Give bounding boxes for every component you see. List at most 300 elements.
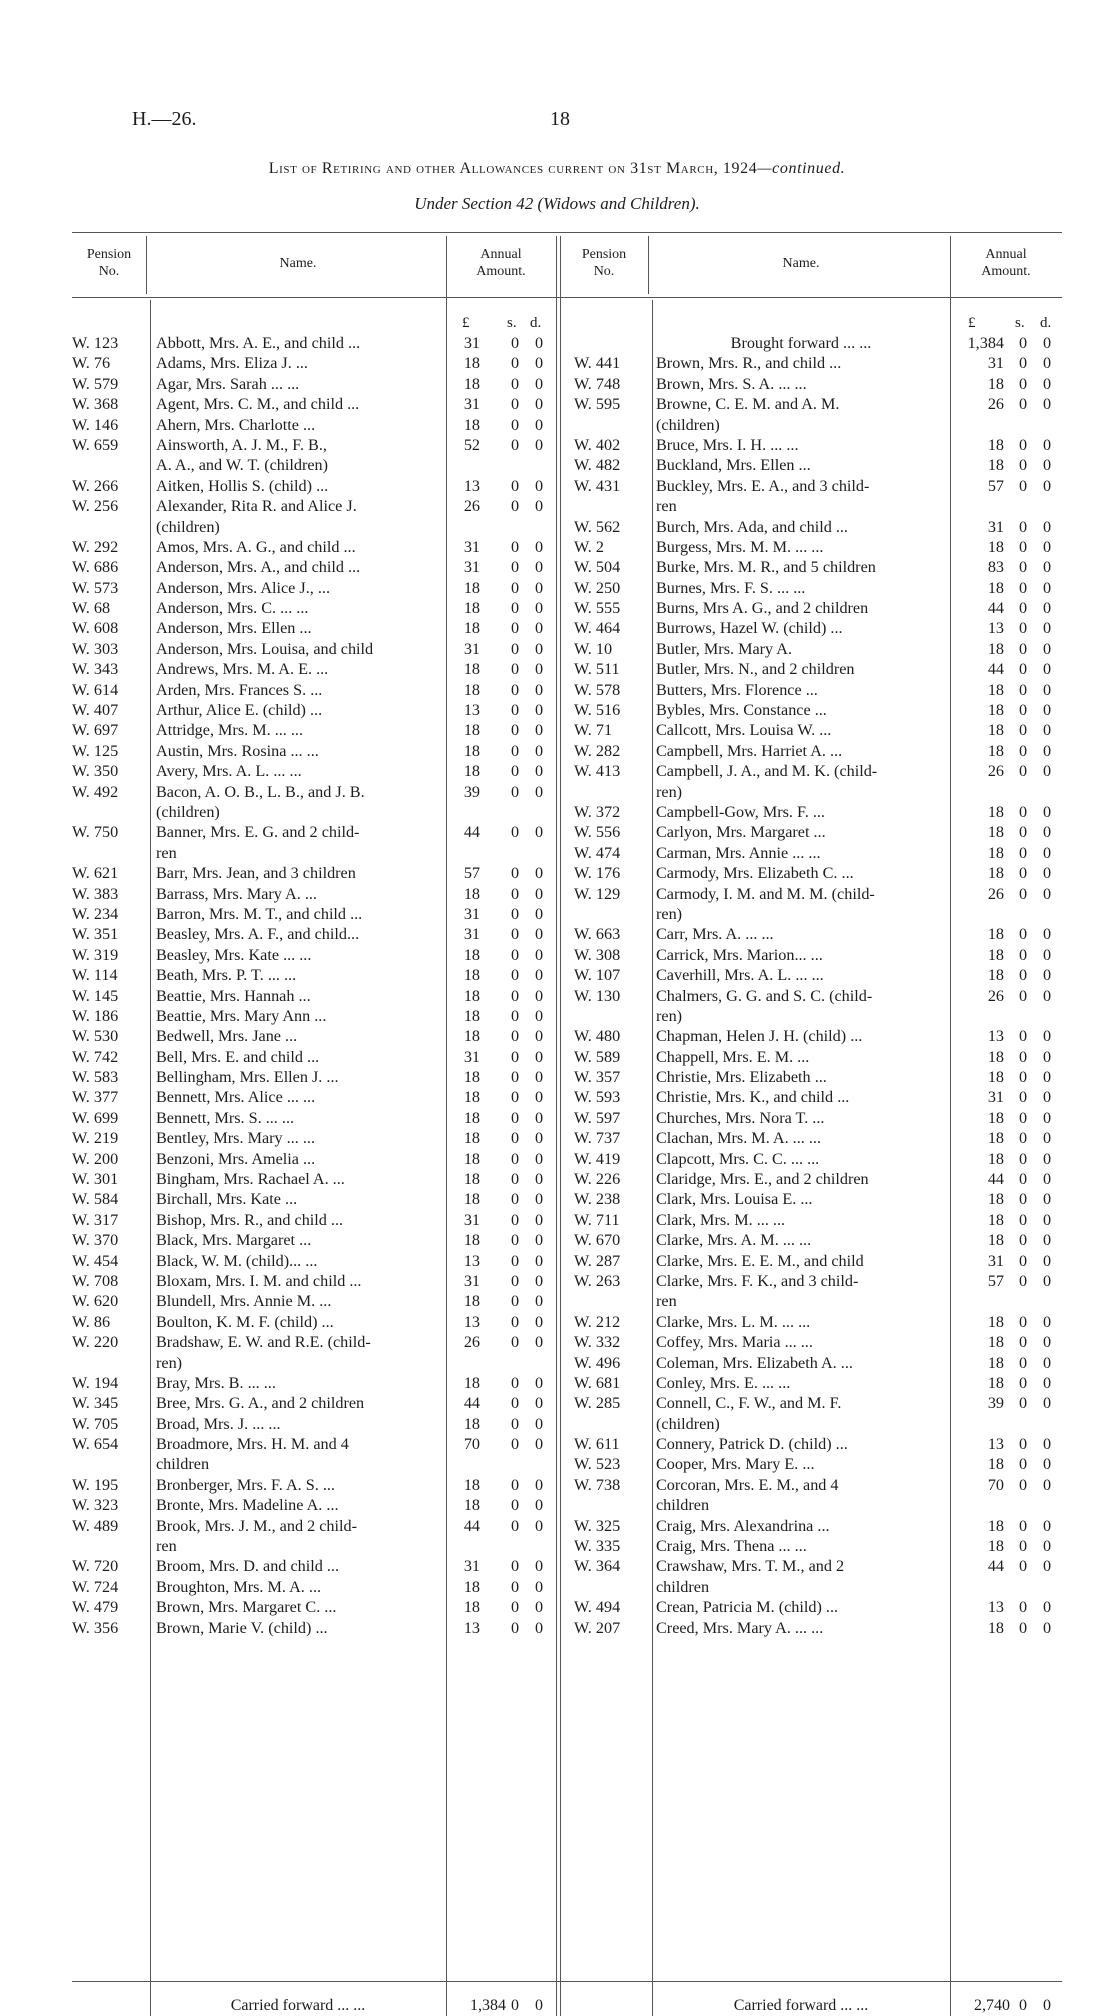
amount-shillings: 0 — [1018, 1068, 1028, 1087]
amount-shillings: 0 — [510, 1435, 520, 1454]
entry-name: Brown, Mrs. R., and child ... — [656, 354, 842, 373]
amount-pounds: 18 — [463, 884, 480, 903]
entry-name: Black, W. M. (child)... ... — [156, 1251, 318, 1270]
amount-shillings: 0 — [1018, 1129, 1028, 1148]
pension-number: W. 323 — [72, 1496, 119, 1515]
col-header-line: Pension — [581, 247, 627, 262]
amount-pence: 0 — [1042, 1516, 1052, 1535]
pension-number: W. 562 — [574, 517, 621, 536]
table-row — [72, 1189, 556, 1209]
amount-pounds: 18 — [987, 1333, 1004, 1352]
pension-number: W. 659 — [72, 435, 119, 454]
table-row — [574, 1475, 1062, 1495]
amount-pence: 0 — [1042, 680, 1052, 699]
table-row — [574, 639, 1062, 659]
table-row — [72, 1495, 556, 1515]
table-row — [72, 720, 556, 740]
amount-pounds: 44 — [987, 1170, 1004, 1189]
amount-pence: 0 — [534, 1231, 544, 1250]
pension-number: W. 464 — [574, 619, 621, 638]
pension-number: W. 492 — [72, 782, 119, 801]
amount-shillings: 0 — [510, 415, 520, 434]
amount-pence: 0 — [534, 639, 544, 658]
entry-name: ren) — [656, 1006, 683, 1025]
amount-shillings: 0 — [510, 1618, 520, 1637]
pence-symbol: d. — [1040, 315, 1052, 331]
table-row — [72, 1291, 556, 1311]
entry-name: Boulton, K. M. F. (child) ... — [156, 1312, 334, 1331]
table-row — [574, 353, 1062, 373]
table-row — [574, 598, 1062, 618]
amount-shillings: 0 — [1018, 435, 1028, 454]
table-row — [72, 700, 556, 720]
amount-shillings: 0 — [1018, 1271, 1028, 1290]
table-row — [72, 1475, 556, 1495]
pension-number: W. 292 — [72, 537, 119, 556]
amount-shillings: 0 — [1018, 476, 1028, 495]
pension-number: W. 76 — [72, 354, 111, 373]
amount-pounds: 13 — [987, 1027, 1004, 1046]
amount-pounds: 18 — [463, 1006, 480, 1025]
title-continued: —continued. — [757, 160, 846, 177]
table-row — [574, 557, 1062, 577]
amount-shillings: 0 — [510, 497, 520, 516]
amount-pounds: 18 — [987, 1455, 1004, 1474]
amount-pence: 0 — [534, 497, 544, 516]
amount-pence: 0 — [534, 537, 544, 556]
col-header-amount — [446, 246, 556, 280]
amount-pence: 0 — [534, 354, 544, 373]
amount-shillings: 0 — [510, 966, 520, 985]
table-row — [574, 415, 1062, 435]
table-row — [574, 537, 1062, 557]
amount-pounds: 13 — [987, 1598, 1004, 1617]
amount-pounds: 18 — [987, 435, 1004, 454]
amount-shillings: 0 — [1018, 1027, 1028, 1046]
table-row — [574, 1189, 1062, 1209]
entry-name: Blundell, Mrs. Annie M. ... — [156, 1292, 332, 1311]
table-top-rule — [72, 232, 1062, 233]
amount-pounds: 44 — [463, 823, 480, 842]
amount-shillings: 0 — [1018, 456, 1028, 475]
amount-shillings: 0 — [1018, 986, 1028, 1005]
amount-pounds: 18 — [987, 864, 1004, 883]
table-row — [574, 1251, 1062, 1271]
amount-pence: 0 — [534, 701, 544, 720]
amount-pounds: 18 — [463, 1129, 480, 1148]
amount-pounds: 13 — [987, 1435, 1004, 1454]
entry-name: Clachan, Mrs. M. A. ... ... — [656, 1129, 822, 1148]
amount-pounds: 18 — [463, 762, 480, 781]
table-row — [72, 1373, 556, 1393]
entry-name: Agent, Mrs. C. M., and child ... — [156, 395, 360, 414]
col-header-line: Amount. — [476, 264, 526, 279]
amount-shillings: 0 — [510, 1333, 520, 1352]
col-header-line: Pension — [86, 247, 132, 262]
table-row — [72, 333, 556, 353]
amount-shillings: 0 — [510, 762, 520, 781]
pension-number: W. 266 — [72, 476, 119, 495]
page-number: 18 — [550, 108, 570, 130]
amount-pounds: 18 — [987, 945, 1004, 964]
pension-number: W. 303 — [72, 639, 119, 658]
entry-name: Beattie, Mrs. Hannah ... — [156, 986, 311, 1005]
entry-name: Connery, Patrick D. (child) ... — [656, 1435, 848, 1454]
amount-pence: 0 — [1042, 1271, 1052, 1290]
amount-pounds: 18 — [987, 537, 1004, 556]
entry-name: Adams, Mrs. Eliza J. ... — [156, 354, 308, 373]
entry-name: Chalmers, G. G. and S. C. (child- — [656, 986, 873, 1005]
amount-pounds: 18 — [987, 741, 1004, 760]
table-row — [72, 1393, 556, 1413]
amount-shillings: 0 — [510, 721, 520, 740]
table-row — [72, 557, 556, 577]
entry-name: children — [656, 1496, 710, 1515]
amount-pence: 0 — [534, 1557, 544, 1576]
left-column-entries — [72, 333, 556, 1638]
pension-number: W. 129 — [574, 884, 621, 903]
entry-name: Beath, Mrs. P. T. ... ... — [156, 966, 297, 985]
amount-pounds: 57 — [987, 476, 1004, 495]
table-row — [574, 1618, 1062, 1638]
entry-name: Buckley, Mrs. E. A., and 3 child- — [656, 476, 870, 495]
pension-number: W. 195 — [72, 1475, 119, 1494]
amount-shillings: 0 — [510, 1068, 520, 1087]
pension-number: W. 593 — [574, 1088, 621, 1107]
entry-name: Bray, Mrs. B. ... ... — [156, 1373, 276, 1392]
table-row — [574, 720, 1062, 740]
pension-number: W. 317 — [72, 1210, 119, 1229]
amount-pounds: 31 — [463, 537, 480, 556]
entry-name: (children) — [156, 802, 220, 821]
entry-name: Alexander, Rita R. and Alice J. — [156, 497, 357, 516]
entry-name: Birchall, Mrs. Kate ... — [156, 1190, 298, 1209]
entry-name: Bree, Mrs. G. A., and 2 children — [156, 1394, 365, 1413]
amount-pounds: 39 — [987, 1394, 1004, 1413]
entry-name: Anderson, Mrs. C. ... ... — [156, 599, 309, 618]
amount-pounds: 13 — [987, 619, 1004, 638]
amount-pence: 0 — [534, 945, 544, 964]
amount-shillings: 0 — [1018, 1598, 1028, 1617]
amount-pounds: 18 — [463, 578, 480, 597]
amount-shillings: 0 — [510, 823, 520, 842]
amount-pounds: 44 — [463, 1516, 480, 1535]
carried-forward-pounds: 2,740 — [974, 1997, 1010, 2014]
col-header-pension-no — [560, 246, 648, 280]
amount-pounds: 31 — [987, 1088, 1004, 1107]
amount-pence: 0 — [1042, 945, 1052, 964]
amount-shillings: 0 — [510, 395, 520, 414]
amount-pence: 0 — [534, 1027, 544, 1046]
entry-name: Barrass, Mrs. Mary A. ... — [156, 884, 317, 903]
amount-shillings: 0 — [1018, 1435, 1028, 1454]
entry-name: Amos, Mrs. A. G., and child ... — [156, 537, 356, 556]
amount-pounds: 18 — [463, 1496, 480, 1515]
amount-shillings: 0 — [1018, 1373, 1028, 1392]
amount-pounds: 18 — [463, 660, 480, 679]
pension-number: W. 256 — [72, 497, 119, 516]
table-row — [574, 802, 1062, 822]
pension-number: W. 145 — [72, 986, 119, 1005]
pension-number: W. 474 — [574, 843, 621, 862]
amount-shillings: 0 — [510, 1516, 520, 1535]
amount-shillings: 0 — [510, 1271, 520, 1290]
amount-shillings: 0 — [510, 1292, 520, 1311]
amount-pence: 0 — [1042, 1598, 1052, 1617]
entry-name: Anderson, Mrs. Alice J., ... — [156, 578, 330, 597]
amount-shillings: 0 — [1018, 843, 1028, 862]
pension-number: W. 431 — [574, 476, 621, 495]
amount-pence: 0 — [534, 1108, 544, 1127]
amount-pounds: 44 — [463, 1394, 480, 1413]
amount-pence: 0 — [1042, 537, 1052, 556]
col-header-line: Annual — [985, 247, 1027, 262]
table-row — [574, 659, 1062, 679]
amount-pounds: 18 — [987, 639, 1004, 658]
entry-name: Burgess, Mrs. M. M. ... ... — [656, 537, 824, 556]
pension-number: W. 263 — [574, 1271, 621, 1290]
entry-name: Bingham, Mrs. Rachael A. ... — [156, 1170, 345, 1189]
entry-name: Bellingham, Mrs. Ellen J. ... — [156, 1068, 339, 1087]
amount-pence: 0 — [1042, 639, 1052, 658]
entry-name: Burch, Mrs. Ada, and child ... — [656, 517, 848, 536]
amount-shillings: 0 — [510, 680, 520, 699]
amount-pounds: 57 — [463, 864, 480, 883]
amount-shillings: 0 — [510, 1129, 520, 1148]
entry-name: Callcott, Mrs. Louisa W. ... — [656, 721, 832, 740]
table-row — [574, 1230, 1062, 1250]
entry-name: Carlyon, Mrs. Margaret ... — [656, 823, 826, 842]
entry-name: Coffey, Mrs. Maria ... ... — [656, 1333, 813, 1352]
table-row — [72, 904, 556, 924]
entry-name: Conley, Mrs. E. ... ... — [656, 1373, 791, 1392]
entry-name: Beasley, Mrs. A. F., and child... — [156, 925, 360, 944]
amount-pence: 0 — [1042, 1190, 1052, 1209]
entry-name: Black, Mrs. Margaret ... — [156, 1231, 312, 1250]
entry-name: Campbell, Mrs. Harriet A. ... — [656, 741, 843, 760]
table-row — [72, 1536, 556, 1556]
entry-name: ren — [656, 1292, 677, 1311]
table-row — [574, 1353, 1062, 1373]
entry-name: Clarke, Mrs. F. K., and 3 child- — [656, 1271, 859, 1290]
table-row — [574, 1169, 1062, 1189]
table-row — [574, 1434, 1062, 1454]
amount-shillings: 0 — [1018, 619, 1028, 638]
amount-shillings: 0 — [1018, 802, 1028, 821]
amount-shillings: 0 — [1018, 680, 1028, 699]
entry-name: Butler, Mrs. N., and 2 children — [656, 660, 855, 679]
amount-pence: 0 — [1042, 1373, 1052, 1392]
amount-pounds: 18 — [987, 701, 1004, 720]
amount-pence: 0 — [534, 1088, 544, 1107]
page-title — [0, 160, 1114, 178]
table-row — [574, 1454, 1062, 1474]
amount-pence: 0 — [1042, 966, 1052, 985]
entry-name: A. A., and W. T. (children) — [156, 456, 329, 475]
amount-shillings: 0 — [510, 476, 520, 495]
entry-name: Anderson, Mrs. Louisa, and child — [156, 639, 374, 658]
pension-number: W. 489 — [72, 1516, 119, 1535]
entry-name: Claridge, Mrs. E., and 2 children — [656, 1170, 869, 1189]
pension-number: W. 663 — [574, 925, 621, 944]
amount-pounds: 18 — [463, 1068, 480, 1087]
amount-pence: 0 — [534, 1618, 544, 1637]
pension-number: W. 377 — [72, 1088, 119, 1107]
table-row — [574, 843, 1062, 863]
pension-number: W. 194 — [72, 1373, 119, 1392]
amount-pence: 0 — [1042, 1353, 1052, 1372]
entry-name: ren) — [156, 1353, 183, 1372]
amount-pence: 0 — [534, 558, 544, 577]
amount-shillings: 0 — [510, 1598, 520, 1617]
entry-name: Broadmore, Mrs. H. M. and 4 — [156, 1435, 349, 1454]
entry-name: Carr, Mrs. A. ... ... — [656, 925, 774, 944]
amount-pence: 0 — [534, 1149, 544, 1168]
amount-pounds: 18 — [463, 1475, 480, 1494]
amount-pounds: 18 — [987, 1149, 1004, 1168]
entry-name: Bacon, A. O. B., L. B., and J. B. — [156, 782, 365, 801]
table-row — [574, 1577, 1062, 1597]
table-row — [574, 884, 1062, 904]
entry-name: Attridge, Mrs. M. ... ... — [156, 721, 304, 740]
amount-pence: 0 — [1042, 701, 1052, 720]
table-row — [574, 1108, 1062, 1128]
amount-pounds: 26 — [987, 762, 1004, 781]
pension-number: W. 2 — [574, 537, 604, 556]
amount-pounds: 18 — [987, 843, 1004, 862]
amount-pounds: 18 — [463, 374, 480, 393]
amount-pounds: 26 — [987, 884, 1004, 903]
amount-pounds: 13 — [463, 701, 480, 720]
amount-pounds: 13 — [463, 1251, 480, 1270]
entry-name: Christie, Mrs. K., and child ... — [656, 1088, 850, 1107]
amount-shillings: 0 — [510, 660, 520, 679]
amount-pence: 0 — [1042, 1435, 1052, 1454]
pension-number: W. 68 — [72, 599, 111, 618]
pension-number: W. 681 — [574, 1373, 621, 1392]
entry-name: Avery, Mrs. A. L. ... ... — [156, 762, 302, 781]
table-row — [72, 782, 556, 802]
pension-number: W. 238 — [574, 1190, 621, 1209]
pension-number: W. 419 — [574, 1149, 621, 1168]
amount-shillings: 0 — [510, 1088, 520, 1107]
entry-name: Clarke, Mrs. E. E. M., and child — [656, 1251, 864, 1270]
table-row — [72, 863, 556, 883]
amount-pence: 0 — [1042, 1129, 1052, 1148]
amount-pounds: 18 — [987, 802, 1004, 821]
pension-number: W. 357 — [574, 1068, 621, 1087]
amount-pounds: 18 — [463, 1231, 480, 1250]
amount-shillings: 0 — [1018, 884, 1028, 903]
col-header-line: Annual — [480, 247, 522, 262]
amount-shillings: 0 — [1018, 374, 1028, 393]
amount-pence: 0 — [534, 1129, 544, 1148]
entry-name: (children) — [656, 415, 720, 434]
entry-name: Agar, Mrs. Sarah ... ... — [156, 374, 300, 393]
amount-pence: 0 — [1042, 1231, 1052, 1250]
pension-number: W. 345 — [72, 1394, 119, 1413]
amount-shillings: 0 — [510, 599, 520, 618]
table-row — [72, 517, 556, 537]
pension-number: W. 724 — [72, 1577, 119, 1596]
pension-number: W. 720 — [72, 1557, 119, 1576]
table-row — [72, 1353, 556, 1373]
amount-shillings: 0 — [1018, 864, 1028, 883]
table-row — [574, 1536, 1062, 1556]
table-row — [72, 1067, 556, 1087]
amount-pounds: 18 — [463, 1170, 480, 1189]
table-row — [72, 1414, 556, 1434]
amount-pounds: 18 — [987, 966, 1004, 985]
table-row — [72, 618, 556, 638]
pension-number: W. 186 — [72, 1006, 119, 1025]
amount-pounds: 31 — [463, 639, 480, 658]
table-row — [574, 476, 1062, 496]
center-rule — [556, 236, 557, 2016]
amount-shillings: 0 — [510, 619, 520, 638]
amount-shillings: 0 — [510, 945, 520, 964]
amount-pence: 0 — [1042, 1475, 1052, 1494]
pension-number: W. 250 — [574, 578, 621, 597]
amount-pounds: 18 — [987, 1516, 1004, 1535]
entry-name: Bruce, Mrs. I. H. ... ... — [656, 435, 799, 454]
entry-name: Brought forward ... ... — [730, 334, 872, 352]
table-row — [574, 822, 1062, 842]
amount-shillings: 0 — [1018, 925, 1028, 944]
amount-pounds: 52 — [463, 435, 480, 454]
entry-name: Beattie, Mrs. Mary Ann ... — [156, 1006, 327, 1025]
amount-shillings: 0 — [510, 1149, 520, 1168]
pension-number: W. 699 — [72, 1108, 119, 1127]
entry-name: Craig, Mrs. Alexandrina ... — [656, 1516, 830, 1535]
entry-name: Caverhill, Mrs. A. L. ... ... — [656, 966, 824, 985]
amount-pounds: 18 — [987, 1108, 1004, 1127]
amount-pence: 0 — [1042, 884, 1052, 903]
amount-pounds: 18 — [987, 925, 1004, 944]
table-row — [72, 353, 556, 373]
entry-name: Arden, Mrs. Frances S. ... — [156, 680, 323, 699]
amount-pence: 0 — [534, 1598, 544, 1617]
amount-pence: 0 — [1042, 619, 1052, 638]
pension-number: W. 207 — [574, 1618, 621, 1637]
table-row — [72, 374, 556, 394]
table-row — [574, 578, 1062, 598]
amount-pence: 0 — [1042, 456, 1052, 475]
table-row — [72, 986, 556, 1006]
carried-forward-pounds: 1,384 — [470, 1997, 506, 2014]
table-row — [72, 496, 556, 516]
amount-shillings: 0 — [1018, 1108, 1028, 1127]
table-row — [72, 965, 556, 985]
amount-pounds: 44 — [987, 599, 1004, 618]
pension-number: W. 589 — [574, 1047, 621, 1066]
amount-pounds: 31 — [463, 904, 480, 923]
table-row — [72, 639, 556, 659]
pension-number: W. 516 — [574, 701, 621, 720]
table-row — [72, 802, 556, 822]
table-row — [574, 1149, 1062, 1169]
table-row — [72, 1210, 556, 1230]
amount-pence: 0 — [1042, 578, 1052, 597]
pension-number: W. 287 — [574, 1251, 621, 1270]
table-row — [72, 1454, 556, 1474]
amount-shillings: 0 — [1018, 1516, 1028, 1535]
header-bottom-rule — [72, 297, 1062, 298]
amount-shillings: 0 — [1018, 1475, 1028, 1494]
entry-name: Brook, Mrs. J. M., and 2 child- — [156, 1516, 357, 1535]
amount-pounds: 18 — [463, 1598, 480, 1617]
amount-shillings: 0 — [1018, 599, 1028, 618]
